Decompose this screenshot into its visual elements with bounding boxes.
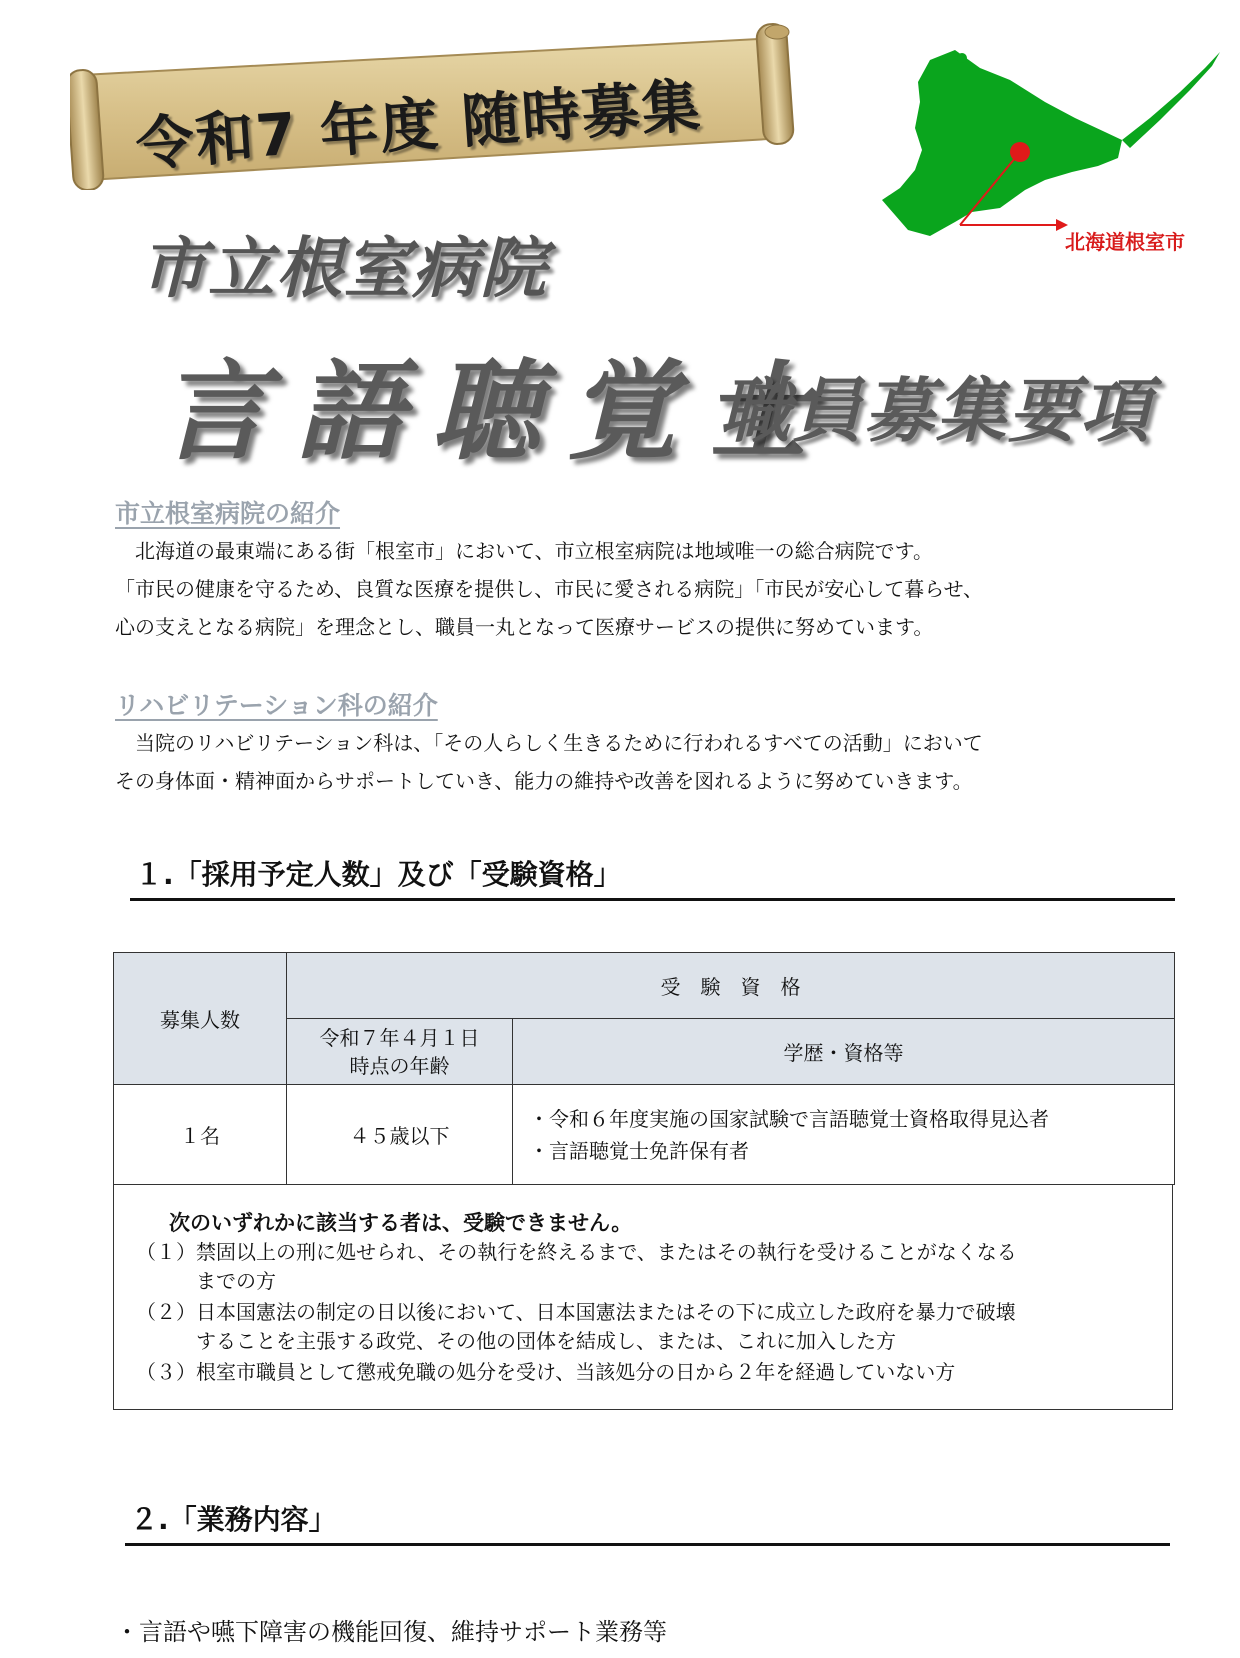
job-title: 言語聴覚士 (160, 350, 841, 475)
banner-title: 令和7 年度 随時募集 (133, 71, 704, 179)
section2-rule (125, 1543, 1170, 1546)
section1-rule (130, 898, 1175, 901)
section1-heading: １.「採用予定人数」及び「受験資格」 (135, 858, 622, 891)
education-item: ・令和６年度実施の国家試験で言語聴覚士資格取得見込者 (529, 1106, 1049, 1131)
education-item: ・言語聴覚士免許保有者 (529, 1138, 749, 1163)
exclusion-item: （３）根室市職員として懲戒免職の処分を受け、当該処分の日から２年を経過していない方 (136, 1360, 956, 1384)
duty-item: ・言語や嚥下障害の機能回復、維持サポート業務等 (115, 1618, 667, 1646)
rehab-heading: リハビリテーション科の紹介 (115, 691, 438, 720)
job-subtitle: 職員募集要項 (720, 370, 1152, 452)
hospital-name: 市立根室病院 (140, 230, 548, 307)
intro-line: 「市民の健康を守るため、良質な医療を提供し、市民に愛される病院」「市民が安心して暮らせ、 (115, 577, 983, 601)
header-qualification: 受 験 資 格 (287, 953, 1175, 1019)
rehab-line: 当院のリハビリテーション科は、「その人らしく生きるために行われるすべての活動」において (115, 731, 983, 755)
header-age: 令和７年４月１日 時点の年齢 (287, 1019, 513, 1085)
header-education: 学歴・資格等 (513, 1019, 1175, 1085)
intro-heading: 市立根室病院の紹介 (115, 499, 341, 528)
intro-line: 北海道の最東端にある街「根室市」において、市立根室病院は地域唯一の総合病院です。 (115, 539, 933, 563)
qualification-table (113, 952, 1175, 1185)
header-recruit-count: 募集人数 (114, 953, 287, 1085)
section2-heading: ２.「業務内容」 (130, 1503, 337, 1536)
rehab-line: その身体面・精神面からサポートしていき、能力の維持や改善を図れるように努めていきます。 (115, 769, 973, 793)
exclusion-item: （２）日本国憲法の制定の日以後において、日本国憲法またはその下に成立した政府を暴力で破壊 (136, 1300, 1016, 1324)
cell-count: １名 (114, 1085, 287, 1185)
exclusion-item-cont: までの方 (196, 1269, 276, 1293)
exclusion-item-cont: することを主張する政党、その他の団体を結成し、または、これに加入した方 (196, 1329, 896, 1353)
cell-age: ４５歳以下 (287, 1085, 513, 1185)
exclusion-title: 次のいずれかに該当する者は、受験できません。 (169, 1211, 633, 1235)
exclusion-box (113, 1184, 1173, 1410)
intro-line: 心の支えとなる病院」を理念とし、職員一丸となって医療サービスの提供に努めています。 (115, 615, 934, 639)
map-label: 北海道根室市 (1065, 230, 1185, 254)
exclusion-item: （１）禁固以上の刑に処せられ、その執行を終えるまで、またはその執行を受けることがなくなる (136, 1240, 1017, 1264)
cell-education (513, 1085, 1175, 1185)
